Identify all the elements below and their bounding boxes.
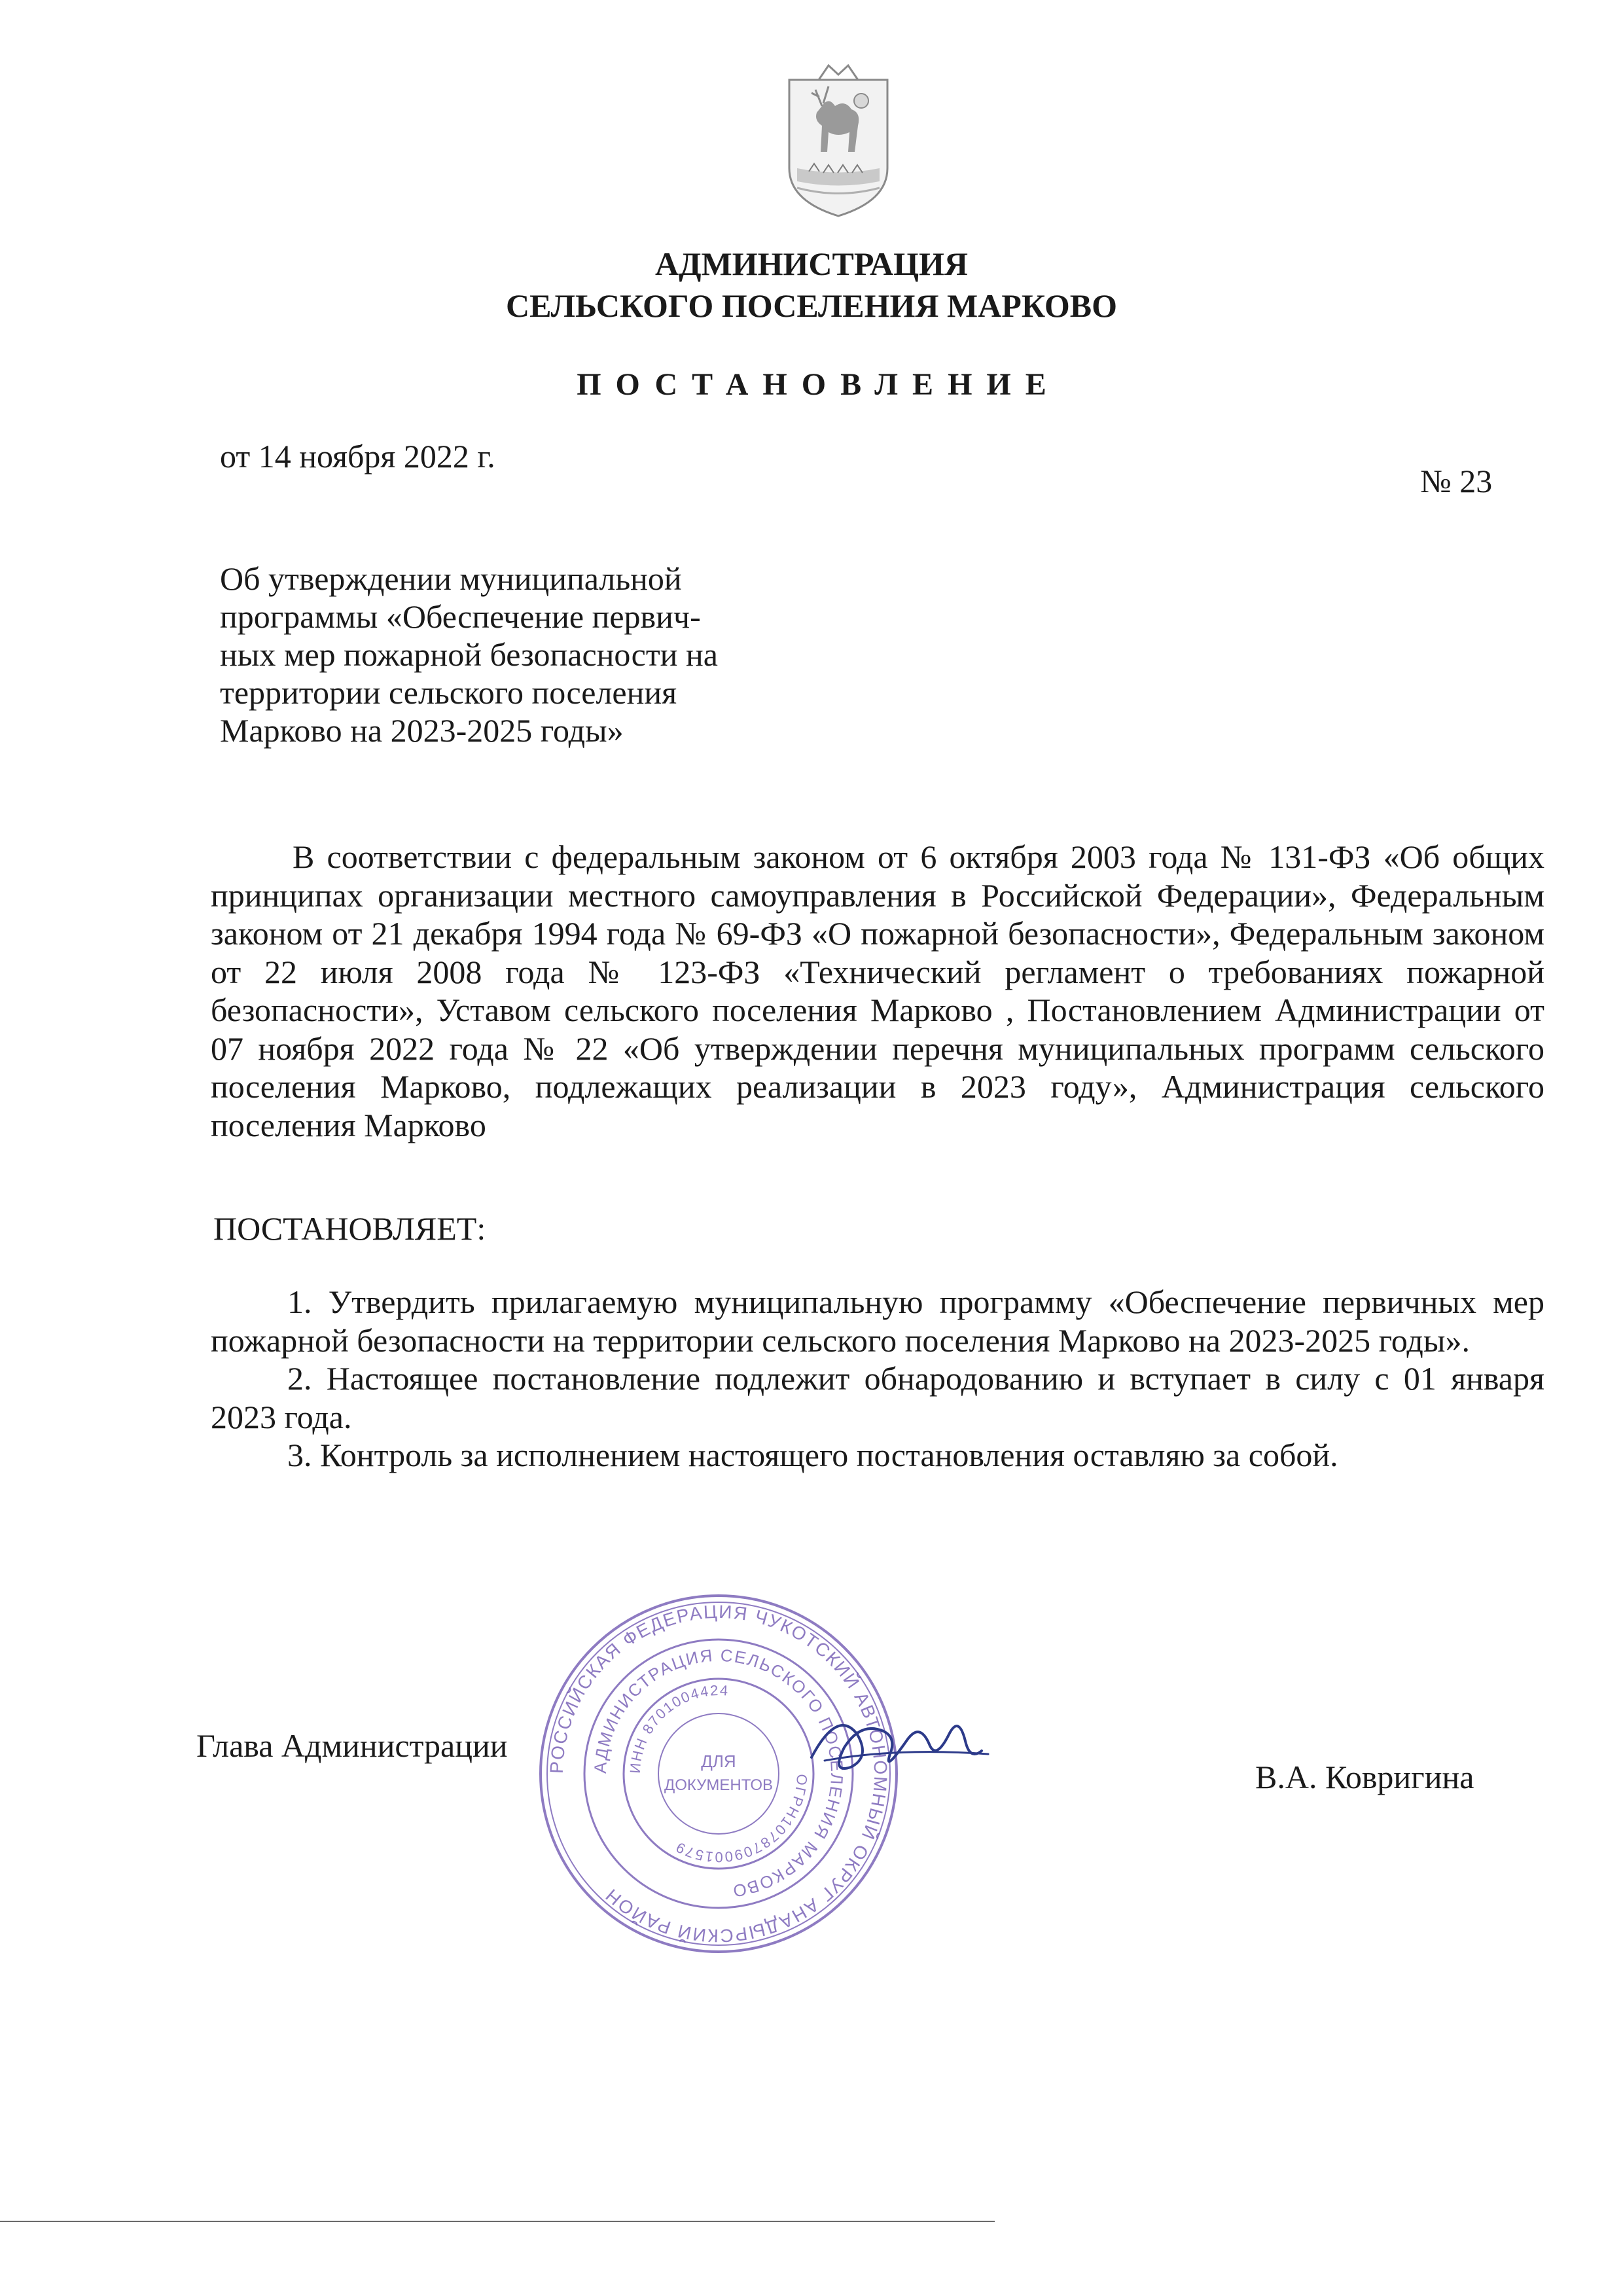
stamp-center-line-2: ДОКУМЕНТОВ xyxy=(664,1776,774,1794)
coat-of-arms-emblem xyxy=(783,60,894,221)
signatory-title: Глава Администрации xyxy=(196,1727,508,1764)
subject-line: территории сельского поселения xyxy=(220,674,677,711)
document-date: от 14 ноября 2022 г. xyxy=(220,438,495,475)
subject-line: программы «Обеспечение первич- xyxy=(220,598,701,635)
stamp-middle-text: АДМИНИСТРАЦИЯ СЕЛЬСКОГО ПОСЕЛЕНИЯ МАРКОВО xyxy=(590,1645,847,1901)
footer-rule xyxy=(0,2221,995,2222)
signatory-name: В.А. Ковригина xyxy=(1255,1759,1474,1795)
document-number: № 23 xyxy=(1420,463,1493,499)
resolution-items xyxy=(211,1283,1544,1475)
organization-title-line-1: АДМИНИСТРАЦИЯ xyxy=(655,245,968,282)
subject-line: Об утверждении муниципальной xyxy=(220,560,682,597)
subject-line: Марково на 2023-2025 годы» xyxy=(220,712,624,749)
document-type-heading: ПОСТАНОВЛЕНИЕ xyxy=(577,367,1061,402)
preamble-paragraph: В соответствии с федеральным законом от 6 октября 2003 года № 131-ФЗ «Об общих принципах организации местного самоуправления в Российской Федерации», Федеральным законом от 21 декабря 1994 года № 69-ФЗ «О пожарной безопасности», Федеральным законом от 22 июля 2008 года № 123-ФЗ «Технический регламент о требованиях пожарной безопасности», Уставом сельского поселения Марково , Постановлением Администрации от 07 ноября 2022 года № 22 «Об утверждении перечня муниципальных программ сельского поселения Марково, подлежащих реализации в 2023 году», Администрация сельского поселения Марково xyxy=(211,838,1544,1143)
stamp-ogrn-text: ОГРН1078709001579 xyxy=(672,1773,811,1866)
stamp-outer-text: РОССИЙСКАЯ ФЕДЕРАЦИЯ ЧУКОТСКИЙ АВТОНОМНЫЙ ОКРУГ АНАДЫРСКИЙ РАЙОН xyxy=(546,1601,891,1946)
subject-line: ных мер пожарной безопасности на xyxy=(220,636,718,673)
stamp-inn-text: ИНН 8701004424 xyxy=(626,1681,730,1774)
resolution-item: 3. Контроль за исполнением настоящего постановления оставляю за собой. xyxy=(287,1437,1338,1473)
resolution-item: 2. Настоящее постановление подлежит обнародованию и вступает в силу с 01 января 2023 года. xyxy=(211,1360,1544,1435)
handwritten-signature xyxy=(798,1695,995,1787)
resolution-item: 1. Утвердить прилагаемую муниципальную программу «Обеспечение первичных мер пожарной безопасности на территории сельского поселения Марково на 2023-2025 годы». xyxy=(211,1283,1544,1359)
resolve-heading: ПОСТАНОВЛЯЕТ: xyxy=(213,1210,486,1247)
organization-title-line-2: СЕЛЬСКОГО ПОСЕЛЕНИЯ МАРКОВО xyxy=(505,287,1117,324)
stamp-center-line-1: ДЛЯ xyxy=(701,1751,736,1771)
document-subject xyxy=(220,560,796,749)
